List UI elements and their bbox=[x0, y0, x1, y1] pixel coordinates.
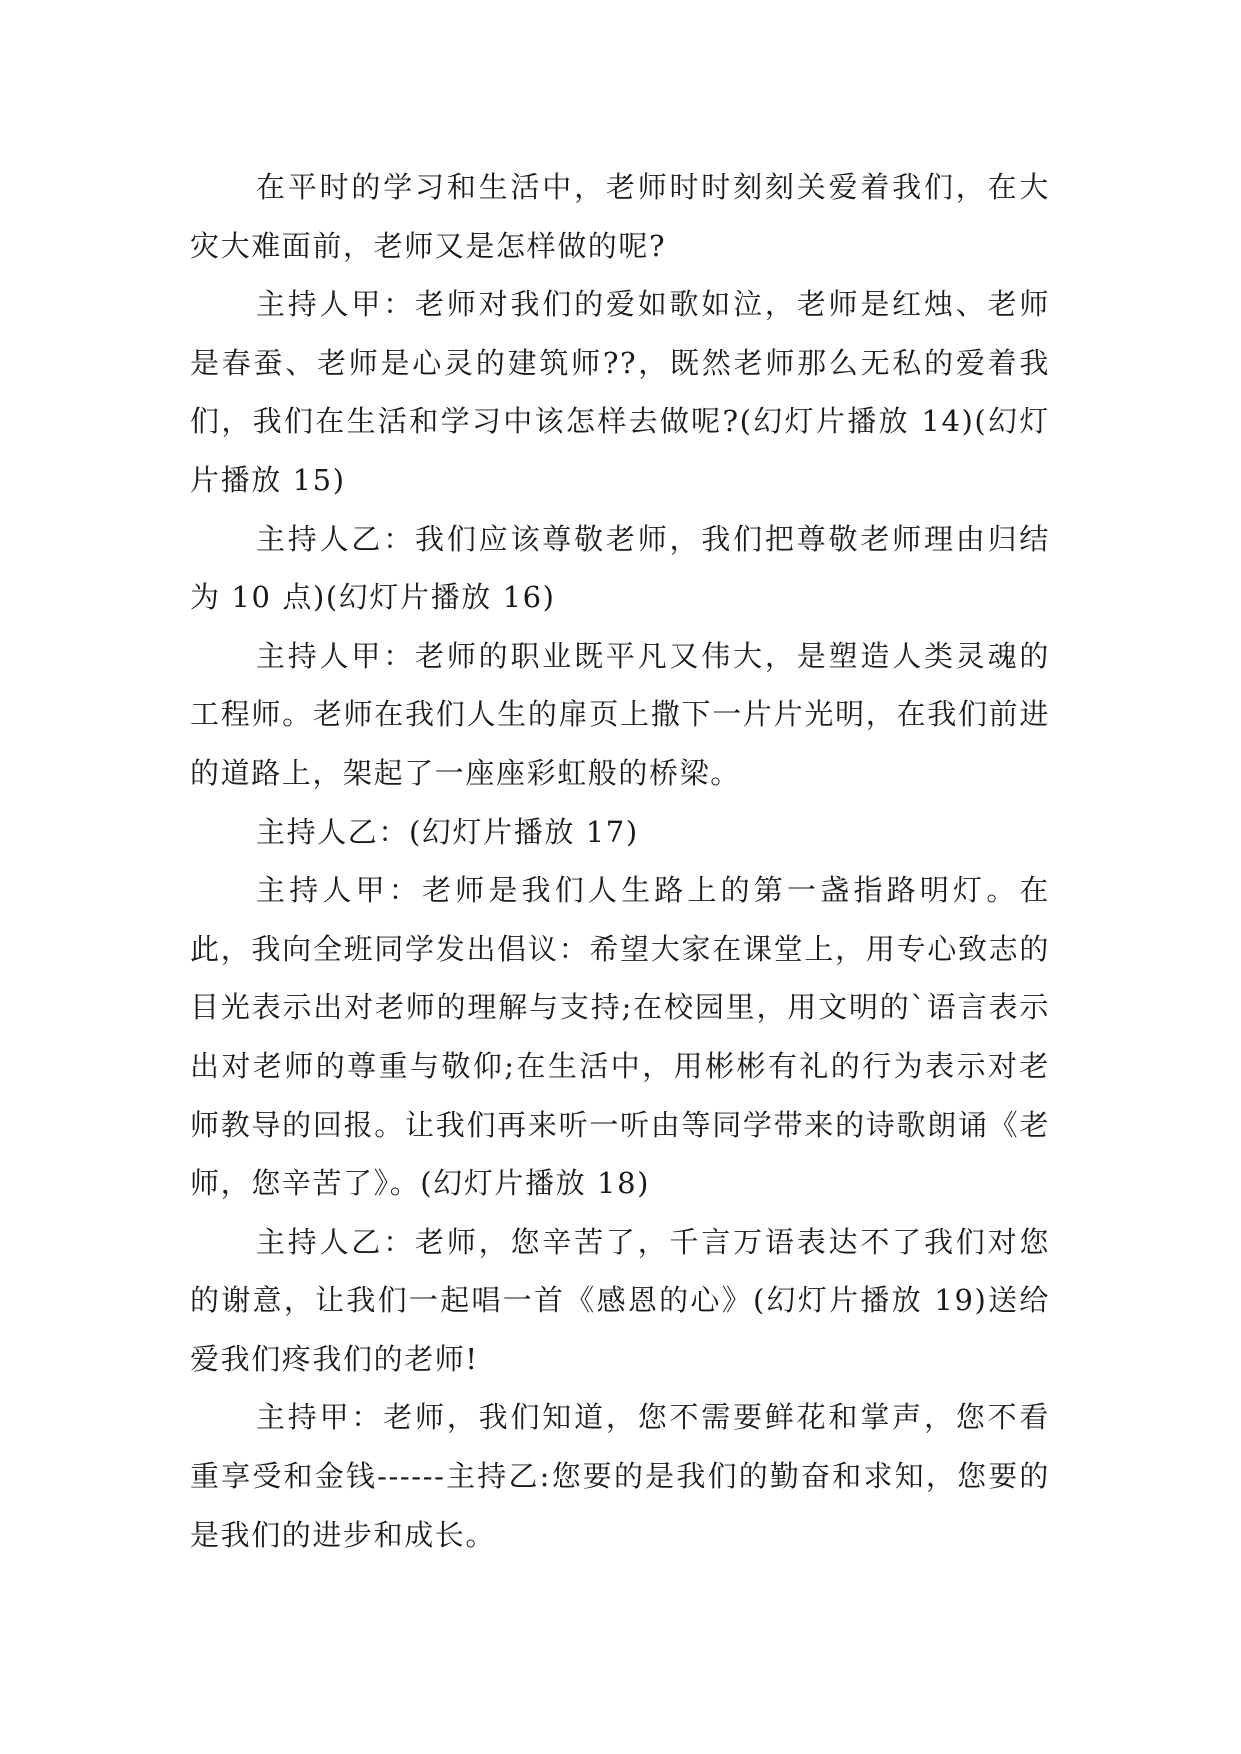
paragraph-host-b-2: 主持人乙：(幻灯片播放 17) bbox=[256, 814, 639, 849]
document-body bbox=[190, 158, 1050, 1564]
paragraph-host-a-1: 主持人甲：老师对我们的爱如歌如泣，老师是红烛、老师是春蚕、老师是心灵的建筑师??，既然老师那么无私的爱着我们，我们在生活和学习中该怎样去做呢?(幻灯片播放 14)(幻灯片播放 15) bbox=[190, 287, 1050, 497]
paragraph-host-a-3: 主持人甲：老师是我们人生路上的第一盏指路明灯。在此，我向全班同学发出倡议：希望大家在课堂上，用专心致志的目光表示出对老师的理解与支持;在校园里，用文明的`语言表示出对老师的尊重与敬仰;在生活中，用彬彬有礼的行为表示对老师教导的回报。让我们再来听一听由等同学带来的诗歌朗诵《老师，您辛苦了》。(幻灯片播放 18) bbox=[190, 873, 1050, 1201]
paragraph-host-b-3: 主持人乙：老师，您辛苦了，千言万语表达不了我们对您的谢意，让我们一起唱一首《感恩的心》(幻灯片播放 19)送给爱我们疼我们的老师! bbox=[190, 1224, 1050, 1376]
paragraph-intro: 在平时的学习和生活中，老师时时刻刻关爱着我们，在大灾大难面前，老师又是怎样做的呢? bbox=[190, 170, 1050, 263]
paragraph-host-b-1: 主持人乙：我们应该尊敬老师，我们把尊敬老师理由归结为 10 点)(幻灯片播放 16) bbox=[190, 521, 1050, 615]
paragraph-host-closing: 主持甲：老师，我们知道，您不需要鲜花和掌声，您不看重享受和金钱------主持乙:您要的是我们的勤奋和求知，您要的是我们的进步和成长。 bbox=[190, 1400, 1050, 1552]
paragraph-host-a-2: 主持人甲：老师的职业既平凡又伟大，是塑造人类灵魂的工程师。老师在我们人生的扉页上撒下一片片光明，在我们前进的道路上，架起了一座座彩虹般的桥梁。 bbox=[190, 638, 1050, 790]
